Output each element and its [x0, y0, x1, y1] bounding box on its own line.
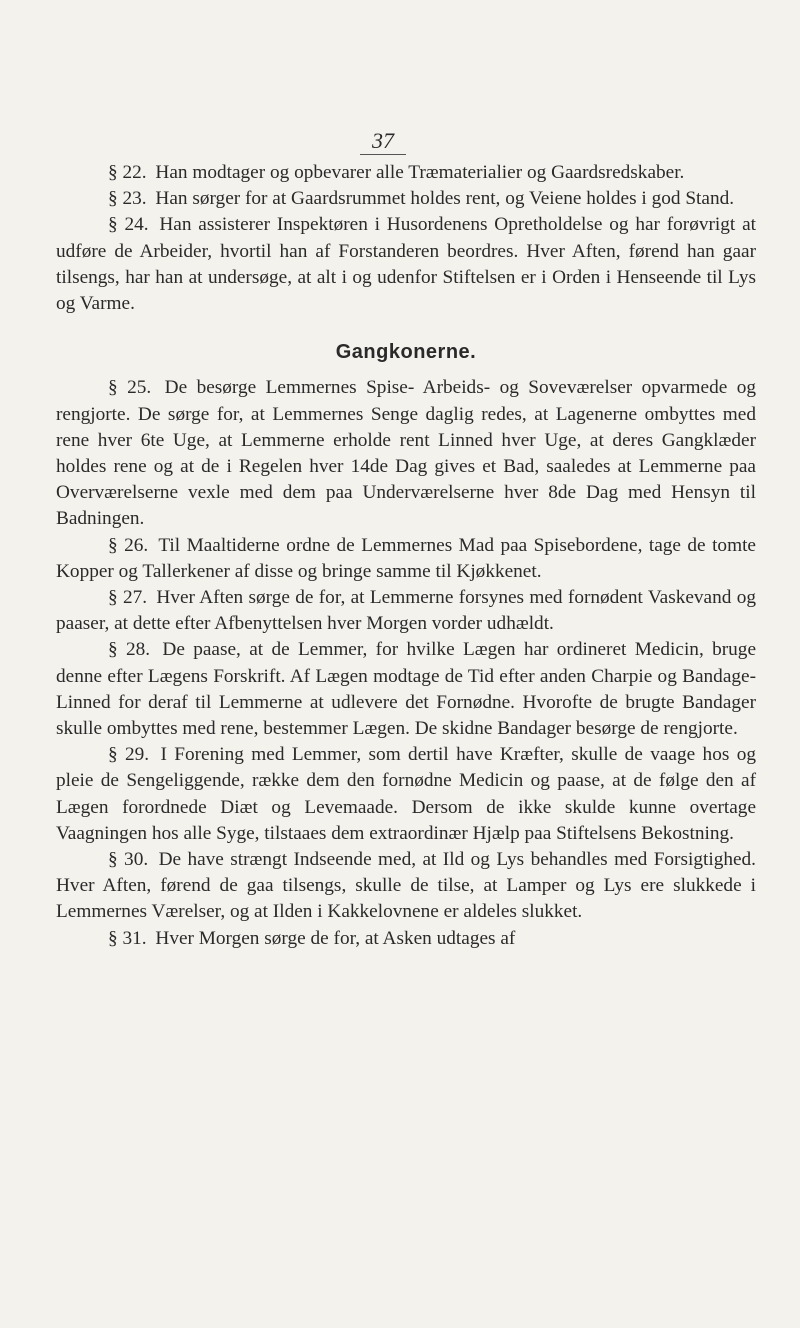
section-number: § 28. — [108, 639, 151, 661]
paragraph-27 — [56, 585, 756, 637]
section-number: § 22. — [108, 162, 147, 183]
paragraph-text: I Forening med Lemmer, som dertil have Kræfter, skulle de vaage hos og pleie de Sengeliggende, række dem den fornødne Medicin og paase, at de følge den af Lægen forordnede Diæt og Levemaade. Dersom de ikke skulde kunne overtage Vaagningen hos alle Syge, tilstaaes dem extraordinær Hjælp paa Stiftelsens Bekostning. — [56, 744, 756, 844]
section-number: § 26. — [108, 534, 149, 556]
paragraph-29 — [56, 742, 756, 847]
section-number: § 31. — [108, 927, 147, 949]
section-number: § 23. — [108, 188, 147, 210]
section-number: § 24. — [108, 214, 149, 236]
paragraph-text: Til Maaltiderne ordne de Lemmernes Mad paa Spisebordene, tage de tomte Kopper og Tallerkener af disse og bringe samme til Kjøkkenet. — [56, 534, 756, 582]
paragraph-25 — [56, 375, 756, 532]
paragraph-text: Han sørger for at Gaardsrummet holdes rent, og Veiene holdes i god Stand. — [155, 188, 735, 210]
paragraph-22 — [56, 160, 756, 186]
section-heading: Gangkonerne. — [335, 341, 477, 364]
paragraph-text: De have strængt Indseende med, at Ild og Lys behandles med Forsigtighed. Hver Aften, førend de gaa tilsengs, skulle de tilse, at Lamper og Lys ere slukkede i Lemmernes Værelser, og at Ilden i Kakkelovnene er aldeles slukket. — [56, 849, 756, 923]
paragraph-24 — [56, 212, 756, 317]
paragraph-text: De besørge Lemmernes Spise- Arbeids- og Soveværelser opvarmede og rengjorte. De sørge for, at Lemmernes Senge daglig redes, at Lagenerne ombyttes med rene hver 6te Uge, at Lemmerne erholde rent Linned hver Uge, at deres Gangklæder holdes rene og at de i Regelen hver 14de Dag gives et Bad, saaledes at Lemmerne paa Overværelserne vexle med dem paa Underværelserne hver 8de Dag med Hensyn til Badningen. — [56, 377, 757, 530]
paragraph-text: Han modtager og opbevarer alle Træmaterialier og Gaardsredskaber. — [155, 162, 685, 183]
paragraph-text: Hver Morgen sørge de for, at Asken udtages af — [155, 927, 516, 949]
paragraph-31 — [56, 926, 756, 952]
section-number: § 27. — [108, 587, 148, 609]
paragraph-text: Hver Aften sørge de for, at Lemmerne forsynes med fornødent Vaskevand og paaser, at dette efter Afbenyttelsen hver Morgen vorder udhældt. — [56, 587, 756, 635]
document-body — [56, 160, 756, 952]
paragraph-text: Han assisterer Inspektøren i Husordenens Opretholdelse og har forøvrigt at udføre de Arbeider, hvortil han af Forstanderen beordres. Hver Aften, førend han gaar tilsengs, har han at undersøge, at alt i og udenfor Stiftelsen er i Orden i Henseende til Lys og Varme. — [56, 214, 756, 315]
page-number: 37 — [360, 128, 406, 155]
section-number: § 25. — [108, 377, 152, 399]
paragraph-text: De paase, at de Lemmer, for hvilke Lægen har ordineret Medicin, bruge denne efter Lægens Forskrift. Af Lægen modtage de Tid efter anden Charpie og Bandage-Linned for deraf til Lemmerne at udlevere det Fornødne. Hvorofte de brugte Bandager skulle ombyttes med rene, bestemmer Lægen. De skidne Bandager besørge de rengjorte. — [56, 639, 756, 740]
paragraph-26 — [56, 533, 756, 585]
section-number: § 29. — [108, 744, 150, 766]
section-number: § 30. — [108, 849, 149, 871]
paragraph-23 — [56, 186, 756, 212]
paragraph-30 — [56, 847, 756, 926]
paragraph-28 — [56, 637, 756, 742]
